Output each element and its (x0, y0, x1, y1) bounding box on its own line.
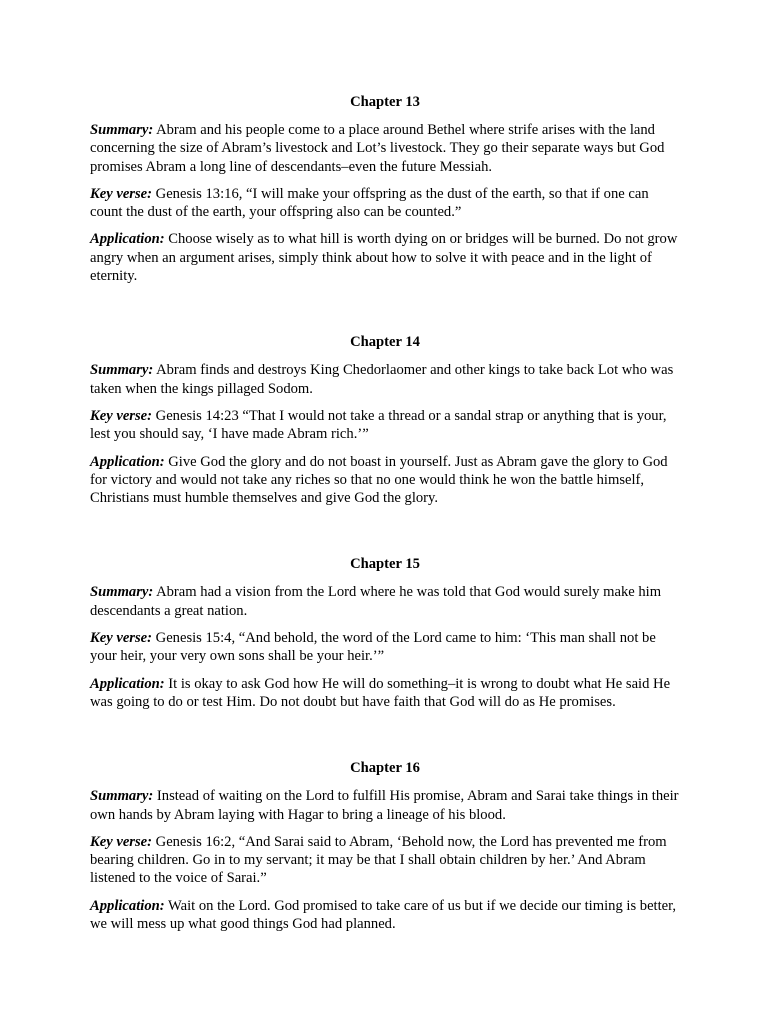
summary-text: Instead of waiting on the Lord to fulfill His promise, Abram and Sarai take things in their own hands by Abram laying with Hagar to bring a lineage of his blood. (90, 788, 679, 823)
application-paragraph (90, 453, 680, 508)
application-paragraph (90, 675, 680, 712)
application-text: Wait on the Lord. God promised to take care of us but if we decide our timing is better, we will mess up what good things God had planned. (90, 897, 677, 933)
application-paragraph (90, 230, 680, 285)
application-label: Application: (90, 453, 165, 470)
key-verse-label: Key verse: (90, 407, 152, 424)
key-verse-paragraph (90, 185, 680, 222)
summary-text: Abram and his people come to a place around Bethel where strife arises with the land concerning the size of Abram’s livestock and Lot’s livestock. They go their separate ways but God promises Abram a long line of descendants–even the future Messiah. (90, 122, 665, 175)
summary-label: Summary: (90, 584, 154, 601)
application-text: Choose wisely as to what hill is worth dying on or bridges will be burned. Do not grow angry when an argument arises, simply think about how to solve it with peace and in the light of eternity. (90, 231, 678, 285)
key-verse-label: Key verse: (90, 630, 152, 647)
summary-text: Abram finds and destroys King Chedorlaomer and other kings to take back Lot who was taken when the kings pillaged Sodom. (90, 362, 674, 397)
document-page (90, 93, 680, 933)
key-verse-label: Key verse: (90, 185, 152, 202)
chapter-title: Chapter 15 (350, 556, 420, 573)
chapter-title: Chapter 14 (350, 334, 420, 351)
application-text: It is okay to ask God how He will do something–it is wrong to doubt what He said He was going to do or test Him. Do not doubt but have faith that God will do as He promises. (90, 675, 671, 710)
application-label: Application: (90, 897, 165, 914)
chapter-title: Chapter 13 (350, 94, 420, 110)
summary-paragraph (90, 121, 680, 176)
chapter-15-section (90, 555, 680, 711)
summary-paragraph (90, 361, 680, 398)
chapter-14-section (90, 333, 680, 507)
key-verse-paragraph (90, 629, 680, 666)
application-paragraph (90, 897, 680, 934)
key-verse-paragraph (90, 407, 680, 444)
summary-text: Abram had a vision from the Lord where he was told that God would surely make him descendants a great nation. (90, 584, 662, 619)
summary-label: Summary: (90, 122, 154, 138)
chapter-13-section (90, 93, 680, 285)
key-verse-text: Genesis 14:23 “That I would not take a thread or a sandal strap or anything that is your, lest you should say, ‘I have made Abram rich.’” (90, 407, 667, 443)
key-verse-text: Genesis 13:16, “I will make your offspring as the dust of the earth, so that if one can count the dust of the earth, your offspring also can be counted.” (90, 185, 649, 221)
application-label: Application: (90, 231, 165, 248)
summary-label: Summary: (90, 788, 154, 805)
chapter-title: Chapter 16 (350, 760, 420, 777)
key-verse-text: Genesis 16:2, “And Sarai said to Abram, ‘Behold now, the Lord has prevented me from bearing children. Go in to my servant; it may be that I shall obtain children by her.’ And Abram listened to the voice of Sarai.” (90, 833, 667, 887)
summary-paragraph (90, 787, 680, 824)
application-label: Application: (90, 675, 165, 692)
application-text: Give God the glory and do not boast in yourself. Just as Abram gave the glory to God for victory and would not take any riches so that no one would think he won the battle himself, Christians must humble themselves and give God the glory. (90, 453, 668, 507)
key-verse-label: Key verse: (90, 833, 152, 850)
key-verse-text: Genesis 15:4, “And behold, the word of the Lord came to him: ‘This man shall not be your heir, your very own sons shall be your heir.’” (90, 630, 656, 665)
key-verse-paragraph (90, 833, 680, 888)
summary-paragraph (90, 583, 680, 620)
summary-label: Summary: (90, 362, 154, 379)
chapter-16-section (90, 759, 680, 933)
